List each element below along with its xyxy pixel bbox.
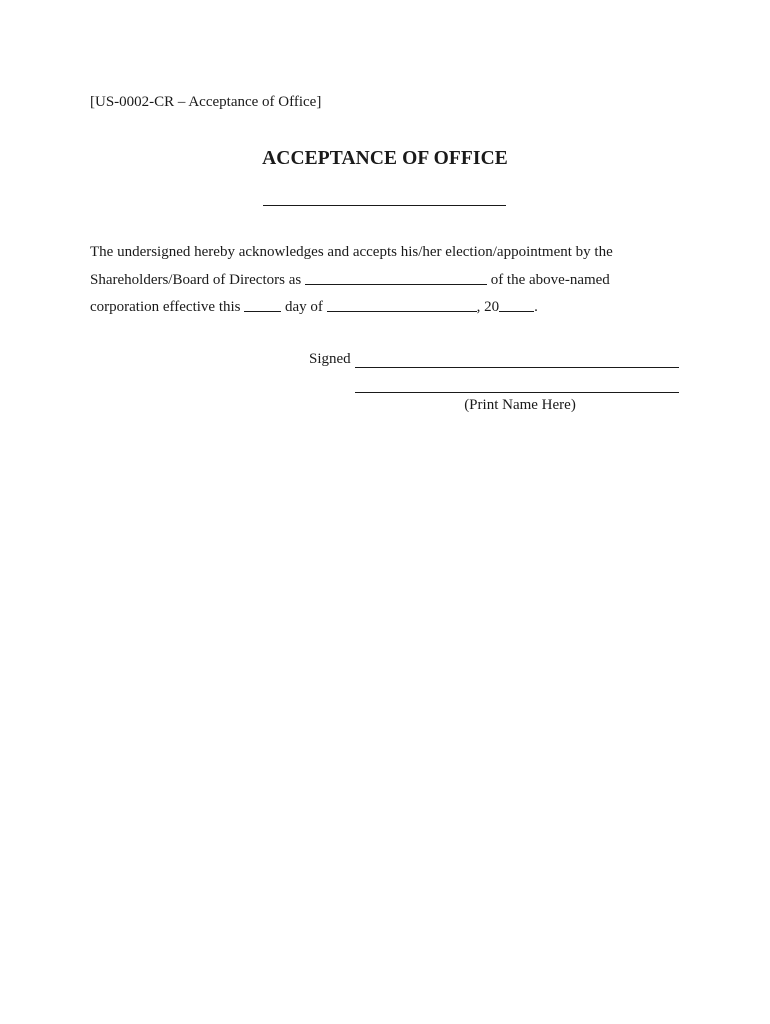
body-text-3-day-of: day of [281,299,327,315]
effective-month-field[interactable] [327,297,477,312]
body-text-3-year-prefix: , 20 [476,299,500,315]
effective-day-field[interactable] [244,297,281,312]
signed-label: Signed [309,351,351,367]
print-name-field[interactable] [355,392,679,393]
office-title-field[interactable] [305,270,487,285]
body-text-3-prefix: corporation effective this [90,299,245,315]
body-line-3 [90,296,538,317]
body-text-2-suffix: of the above-named [486,272,610,288]
document-title: ACCEPTANCE OF OFFICE [262,148,508,169]
effective-year-field[interactable] [499,297,534,312]
body-text-3-end: . [534,299,538,315]
body-text-1: The undersigned hereby acknowledges and accepts his/her election/appointment by the [90,244,613,260]
body-text-2-prefix: Shareholders/Board of Directors as [90,272,305,288]
form-code: [US-0002-CR – Acceptance of Office] [90,94,322,110]
title-underline-field[interactable] [263,205,506,206]
body-line-1 [90,242,613,262]
signature-field[interactable] [355,367,679,368]
print-name-label: (Print Name Here) [464,397,576,413]
body-line-2 [90,269,610,290]
